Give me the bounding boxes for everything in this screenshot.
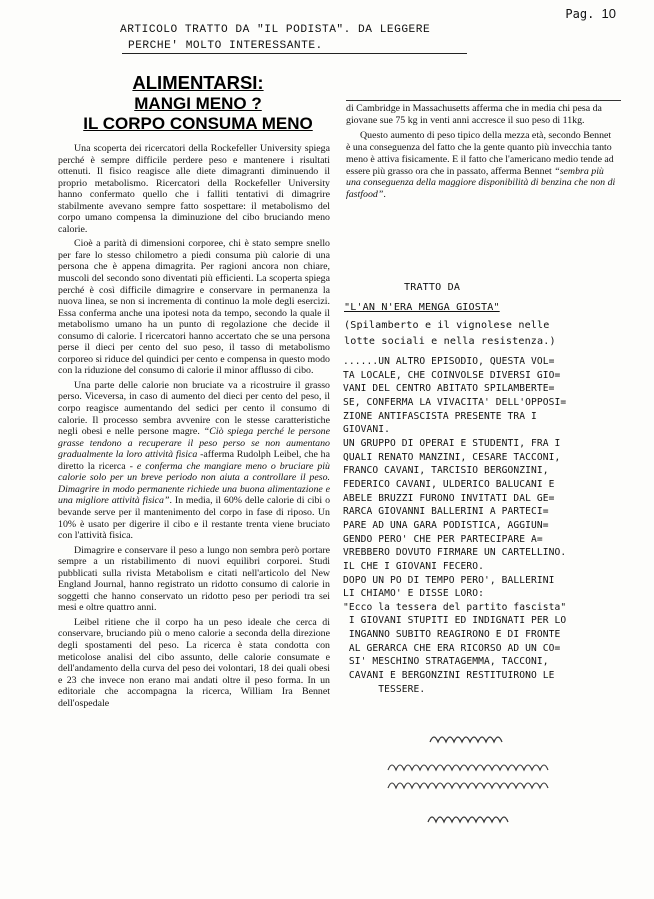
story-line: SI' MESCHINO STRATAGEMMA, TACCONI,: [343, 656, 549, 668]
decorative-flourish: [386, 760, 556, 774]
decorative-flourish: [428, 732, 508, 746]
story-line: FRANCO CAVANI, TARCISIO BERGONZINI,: [343, 465, 549, 477]
decorative-flourish: [426, 812, 516, 826]
excerpt-subtitle-line-1: (Spilamberto e il vignolese nelle: [344, 320, 550, 331]
article-paragraph: Una scoperta dei ricercatori della Rockefeller University spiega perché è sempre difficile perdere peso e mantenere i risultati ottenuti. Il fisico reagisce alle diete dimagranti diminuendo il proprio metabolismo. Ricercatori della Rockefeller University hanno confermato quello che i falliti tentativi di dimagrire stabilmente avevano sempre fatto sospettare: il metabolismo del corpo umano compensa la diminuzione del cibo bruciando meno calorie.: [58, 143, 330, 235]
excerpt-subtitle-line-2: lotte sociali e nella resistenza.): [344, 336, 556, 347]
story-line: INGANNO SUBITO REAGIRONO E DI FRONTE: [343, 629, 561, 641]
story-line: ZIONE ANTIFASCISTA PRESENTE TRA I: [343, 410, 537, 422]
quote-text: e conferma che mangiare meno o bruciare più calorie solo per un breve periodo non aiuta a controllare il peso. Dimagrire in modo permanente richiede una buona alimentazione e una migliore attività fisica”: [58, 460, 330, 507]
story-line: SE, CONFERMA LA VIVACITA' DELL'OPPOSI=: [343, 396, 567, 408]
page-number-label: Pag.: [565, 7, 595, 21]
article-title-line-3: IL CORPO CONSUMA MENO: [83, 114, 313, 133]
article-title-line-2: MANGI MENO ?: [134, 94, 262, 113]
story-line: FEDERICO CAVANI, ULDERICO BALUCANI E: [343, 478, 555, 490]
story-line: GENDO PERO' CHE PER PARTECIPARE A=: [343, 533, 543, 545]
story-line: RARCA GIOVANNI BALLERINI A PARTECI=: [343, 506, 549, 518]
quote-text: “sembra più una conseguenza della maggiore disponibilità di benzina che non di fastfood”: [346, 165, 616, 201]
article-paragraph-quote: [58, 380, 330, 542]
paragraph-text: Una parte delle calorie non bruciate va a ricostruire il grasso perso. Viceversa, in caso di aumento del dieci per cento del peso, il corpo reagisce aumentando del sedici per cento il consumo di calorie. Il processo sembra avvenire con le stesse caratteristiche negli obesi e nelle persone magre.: [58, 379, 330, 438]
story-line: GIOVANI.: [343, 424, 391, 436]
article-paragraph: Cioè a parità di dimensioni corporee, chi è stato sempre snello per fare lo stesso chilometro a piedi consuma più calorie di una persona che è appena dimagrita. Per ragioni ancora non chiare, muscoli del secondo sono diventati più efficienti. La scoperta spiega perché è così difficile dimagrire e conservare in permanenza la nuova linea, se non si incrementa di continuo la mole degli esercizi. Essa conferma anche una ipotesi nota da tempo, secondo la quale il metabolismo umano ha un punto di regolazione che decide il consumo di calorie. I ricercatori hanno accertato che se una persona perse il dieci per cento del suo peso, il tasso di metabolismo corporeo si riduce del quindici per cento e compensa in questo modo con la riduzione del consumo di calorie il minor afflusso di cibo.: [58, 238, 330, 377]
story-line: AL GERARCA CHE ERA RICORSO AD UN CO=: [343, 642, 561, 654]
article-paragraph: di Cambridge in Massachusetts afferma che in media chi pesa da giovane sue 75 kg in venti anni accresce il suo peso di 11kg.: [346, 103, 602, 126]
paragraph-text: . In media, il 60% delle calorie di cibi o bevande serve per il mantenimento del corpo in fase di riposo. Un 10% è usato per digerire il cibo e il restante trenta viene bruciato con l'attività fisica.: [58, 495, 331, 542]
quote-text: “Ciò spiega perché le persone grasse tendono a recuperare il peso perso se non aumentano gradualmente la loro attività fisica: [58, 426, 331, 461]
article-left-column: [58, 143, 330, 712]
story-line: LI CHIAMO' E DISSE LORO:: [343, 588, 485, 600]
story-line: VANI DEL CENTRO ABITATO SPILAMBERTE=: [343, 383, 555, 395]
story-line: QUALI RENATO MANZINI, CESARE TACCONI,: [343, 451, 561, 463]
story-line: TESSERE.: [343, 683, 426, 695]
story-line: VREBBERO DOVUTO FIRMARE UN CARTELLINO.: [343, 547, 567, 559]
article-title-line-1: ALIMENTARSI:: [132, 72, 264, 93]
paragraph-text: -afferma Rudolph Leibel, che ha diretto la ricerca -: [58, 449, 330, 472]
paragraph-text: .: [383, 189, 386, 201]
header-line-1: ARTICOLO TRATTO DA "IL PODISTA". DA LEGGERE: [120, 24, 431, 36]
story-line: PARE AD UNA GARA PODISTICA, AGGIUN=: [343, 519, 549, 531]
article-title: [72, 72, 324, 134]
story-line: IL CHE I GIOVANI FECERO.: [343, 560, 485, 572]
story-line: TA LOCALE, CHE COINVOLSE DIVERSI GIO=: [343, 369, 561, 381]
right-column-rule: [346, 100, 621, 101]
story-line: ......UN ALTRO EPISODIO, QUESTA VOL=: [343, 356, 555, 367]
article-paragraph-quote: [346, 130, 618, 201]
header-underline: [122, 53, 467, 54]
story-line: DOPO UN PO DI TEMPO PERO', BALLERINI: [343, 574, 555, 586]
story-line: "Ecco la tessera del partito fascista": [343, 601, 567, 613]
typewritten-story: [343, 355, 643, 696]
story-line: I GIOVANI STUPITI ED INDIGNATI PER LO: [343, 615, 567, 627]
article-right-column: [346, 103, 618, 204]
page-number-value: 10: [601, 6, 616, 21]
article-paragraph: Dimagrire e conservare il peso a lungo non sembra però portare sempre a un ristabilimento di nuovi equilibri corporei. Studi pubblicati sulla rivista Metabolism e citati nell'articolo del New England Journal, hanno registrato un ridotto consumo di calorie in soggetti che hanno conservato un ridotto peso per periodi tra sei mesi e oltre quattro anni.: [58, 544, 330, 614]
excerpt-heading: TRATTO DA: [404, 282, 461, 293]
header-line-2: PERCHE' MOLTO INTERESSANTE.: [128, 40, 323, 52]
paragraph-text: Questo aumento di peso tipico della mezza età, secondo Bennet è una conseguenza del fatto che la gente quanto più invecchia tanto meno è attiva fisicamente. E il fatto che l'americano medio tende ad essere più grasso ora che in passato, afferma Bennet: [346, 129, 614, 177]
page-header-note: [120, 22, 480, 54]
excerpt-subtitle: [344, 318, 644, 350]
article-paragraph: Leibel ritiene che il corpo ha un peso ideale che cerca di conservare, bruciando più o meno calorie a seconda della direzione degli spostamenti del peso. La ricerca è stata condotta con meticolose analisi del cibo assunto, delle calorie consumate e dell'andamento della curva del peso dei volontari, 18 dei quali obesi e 23 che invece non erano mai andati oltre il peso forma. In un editoriale che accompagna la ricerca, William Ira Bennet dell'ospedale: [58, 616, 330, 709]
excerpt-book-title: "L'AN N'ERA MENGA GIOSTA": [344, 302, 500, 313]
story-line: CAVANI E BERGONZINI RESTITUIRONO LE: [343, 670, 555, 682]
decorative-flourish: [386, 778, 556, 792]
story-line: ABELE BRUZZI FURONO INVITATI DAL GE=: [343, 492, 555, 504]
page-number: [565, 6, 616, 21]
story-line: UN GRUPPO DI OPERAI E STUDENTI, FRA I: [343, 437, 561, 449]
